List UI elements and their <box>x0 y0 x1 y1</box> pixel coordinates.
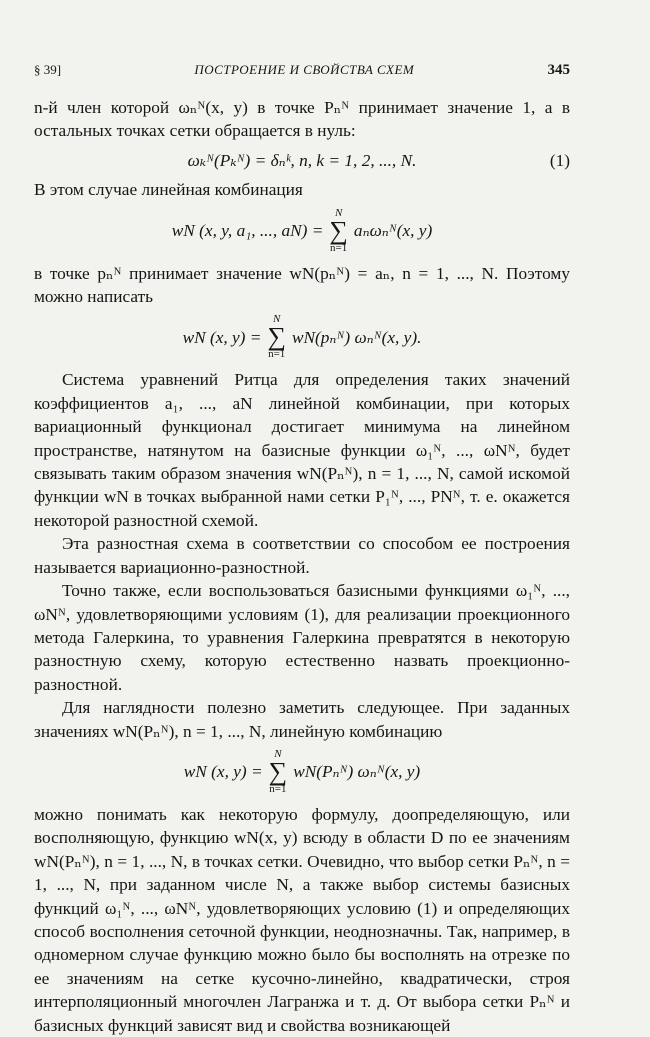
equation-right: wN(Pₙᴺ) ωₙᴺ(x, y) <box>293 762 421 782</box>
equation-2 <box>34 208 570 254</box>
sum-symbol: N ∑ n=1 <box>267 313 286 361</box>
sum-symbol: N ∑ n=1 <box>329 206 348 254</box>
page-body <box>34 96 570 1037</box>
paragraph: Эта разностная схема в соответствии со способом ее построения называется вариационно-разностной. <box>34 534 570 577</box>
equation-left: wN (x, y) = <box>183 762 263 782</box>
running-header <box>34 62 570 79</box>
equation-left: wN (x, y, a₁, ..., aN) = <box>171 220 324 240</box>
equation-1 <box>34 149 570 172</box>
chapter-title: ПОСТРОЕНИЕ И СВОЙСТВА СХЕМ <box>194 62 415 77</box>
sum-lower-limit: n=1 <box>268 348 286 361</box>
equation-left: wN (x, y) = <box>182 327 262 347</box>
sum-lower-limit: n=1 <box>269 782 287 795</box>
paragraph: можно понимать как некоторую формулу, доопределяющую, или восполняющую, функцию wN(x, y) всюду в области D по ее значениям wN(Pₙᴺ), n = 1, ..., N, в точках сетки. Очевидно, что выбор сетки Pₙᴺ, n = 1, ..., N, при заданном числе N, а также выбор системы базисных функций ω₁ᴺ, ..., ωNᴺ, удовлетворяющих условию (1) и определяющих способ восполнения сеточной функции, неоднозначны. Так, например, в одномерном случае функцию можно было бы восполнять на отрезке по ее значениям на сетке кусочно-линейно, квадратически, строя интерполяционный многочлен Лагранжа и т. д. От выбора сетки Pₙᴺ и базисных функций зависят вид и свойства возникающей <box>34 804 570 1035</box>
paragraph: В этом случае линейная комбинация <box>34 180 303 200</box>
page-number: 345 <box>547 62 570 78</box>
paragraph: Система уравнений Ритца для определения таких значений коэффициентов a₁, ..., aN линейной комбинации, при которых вариационный функционал достигает минимума на линейном пространстве, натянутом на базисные функции ω₁ᴺ, ..., ωNᴺ, будет связывать таким образом значения wN(Pₙᴺ), n = 1, ..., N, самой искомой функции wN в точках выбранной нами сетки P₁ᴺ, ..., PNᴺ, т. е. окажется некоторой разностной схемой. <box>34 370 570 530</box>
sum-upper-limit: N <box>274 747 282 760</box>
equation-right: aₙωₙᴺ(x, y) <box>353 220 433 240</box>
equation-text: ωₖᴺ(Pₖᴺ) = δₙᵏ, n, k = 1, 2, ..., N. <box>187 150 417 170</box>
paragraph: Для наглядности полезно заметить следующее. При заданных значениях wN(Pₙᴺ), n = 1, ..., N, линейную комбинацию <box>34 698 570 741</box>
sum-lower-limit: n=1 <box>330 241 348 254</box>
equation-right: wN(pₙᴺ) ωₙᴺ(x, y). <box>291 327 422 347</box>
sum-symbol: N ∑ n=1 <box>268 747 288 795</box>
equation-4 <box>34 749 570 795</box>
equation-number: (1) <box>549 150 570 170</box>
paragraph: Точно также, если воспользоваться базисными функциями ω₁ᴺ, ..., ωNᴺ, удовлетворяющими условиям (1), для реализации проекционного метода Галеркина, то уравнения Галеркина превратятся в некоторую разностную схему, которую естественно назвать проекционно-разностной. <box>34 581 570 694</box>
sum-upper-limit: N <box>273 313 281 326</box>
paragraph: в точке pₙᴺ принимает значение wN(pₙᴺ) = aₙ, n = 1, ..., N. Поэтому можно написать <box>34 263 570 307</box>
section-marker: § 39] <box>34 62 62 77</box>
equation-3 <box>34 314 570 360</box>
sum-upper-limit: N <box>334 206 343 219</box>
paragraph: n-й член которой ωₙᴺ(x, y) в точке Pₙᴺ принимает значение 1, а в остальных точках сетки обращается в нуль: <box>34 98 570 141</box>
